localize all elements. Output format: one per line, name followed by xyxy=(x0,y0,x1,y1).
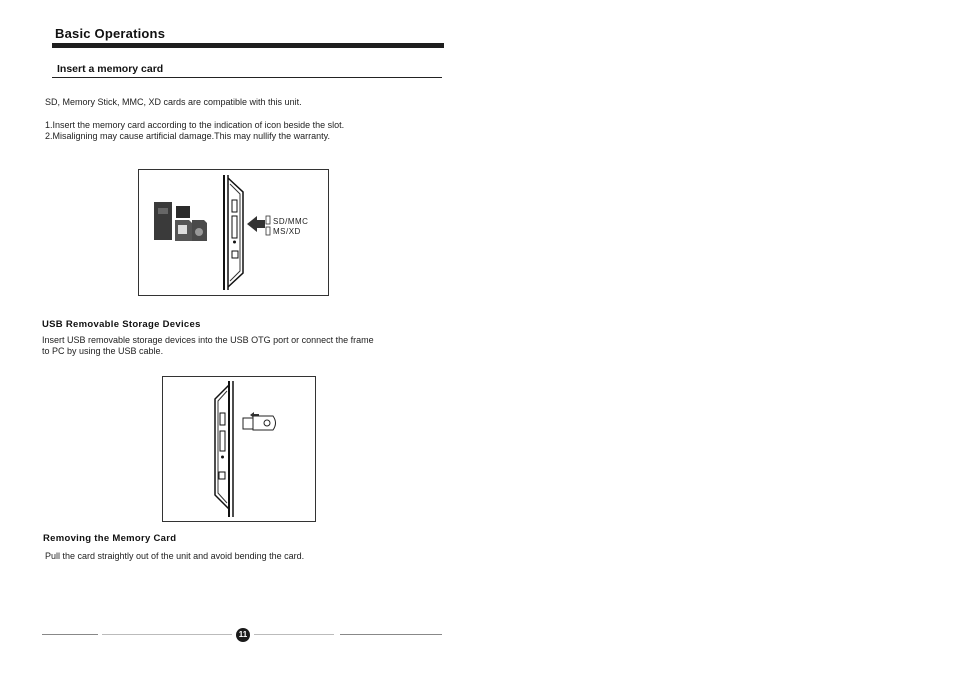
removing-text: Pull the card straightly out of the unit and avoid bending the card. xyxy=(45,551,305,561)
memory-card-figure xyxy=(138,169,329,296)
page-number: 11 xyxy=(236,628,250,642)
memory-stick-icon xyxy=(154,202,172,240)
sd-mmc-label: SD/MMC xyxy=(273,217,309,226)
usb-text-line-1: Insert USB removable storage devices into the USB OTG port or connect the frame xyxy=(42,335,374,345)
page-title: Basic Operations xyxy=(55,26,166,41)
footer-line-mid xyxy=(102,634,232,635)
usb-illustration xyxy=(163,377,315,521)
usb-text-line-2: to PC by using the USB cable. xyxy=(42,346,164,356)
removing-heading: Removing the Memory Card xyxy=(43,533,177,544)
insert-arrow-icon xyxy=(247,216,265,232)
usb-heading: USB Removable Storage Devices xyxy=(42,319,201,330)
ms-xd-label: MS/XD xyxy=(273,227,301,236)
footer-line-mid-right xyxy=(254,634,334,635)
usb-figure xyxy=(162,376,316,522)
usb-port xyxy=(220,413,225,425)
footer-line-left xyxy=(42,634,98,635)
instruction-step-2: 2.Misaligning may cause artificial damage.This may nullify the warranty. xyxy=(45,131,330,141)
section-divider xyxy=(52,77,442,78)
footer-line-right xyxy=(340,634,442,635)
instruction-step-1: 1.Insert the memory card according to the indication of icon beside the slot. xyxy=(45,120,345,130)
insert-card-heading: Insert a memory card xyxy=(57,63,164,75)
compatibility-text: SD, Memory Stick, MMC, XD cards are compatible with this unit. xyxy=(45,97,302,107)
usb-connector-icon xyxy=(243,418,253,429)
title-divider xyxy=(52,43,444,48)
card-slot xyxy=(232,216,237,238)
xd-card-icon xyxy=(176,206,190,218)
